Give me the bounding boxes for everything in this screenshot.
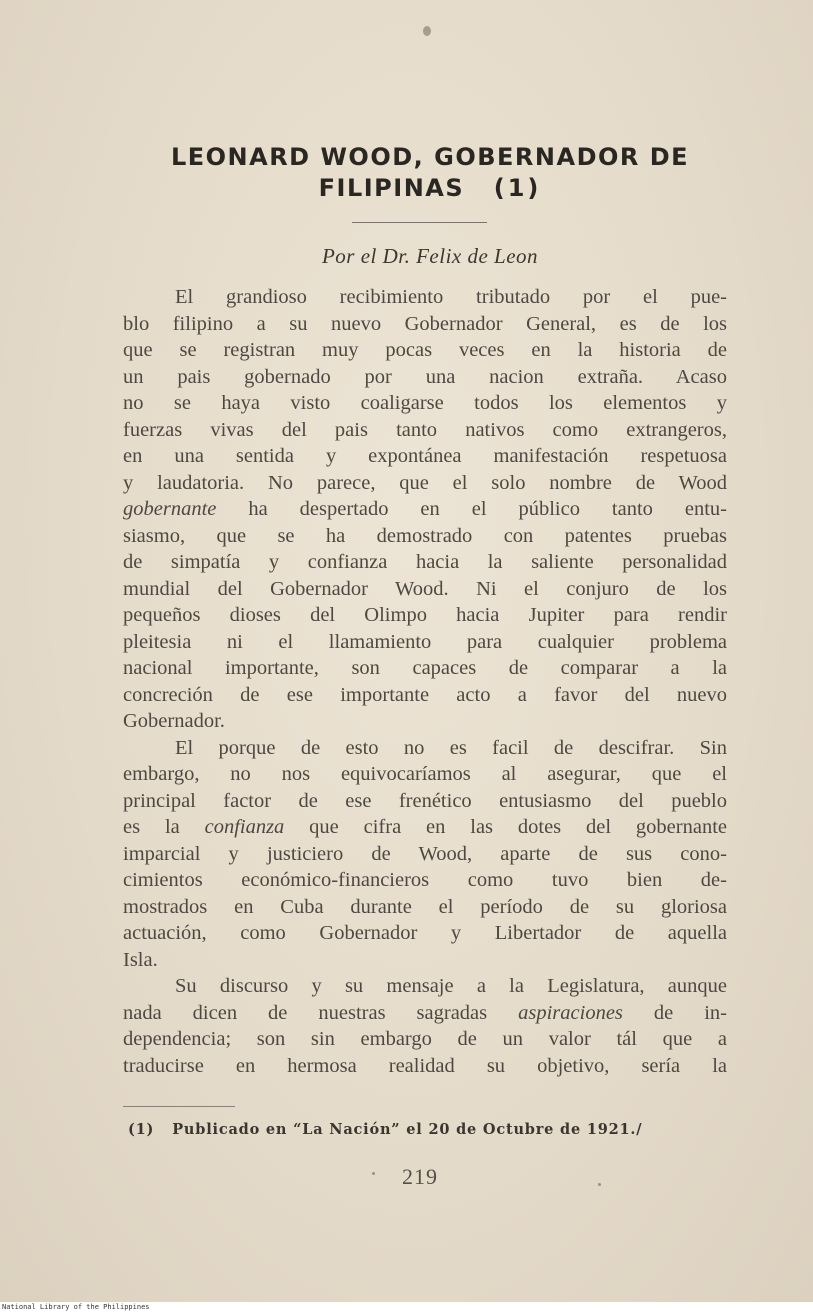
text-line: El grandioso recibimiento tributado por el pue- <box>175 286 727 308</box>
italic-word: confianza <box>204 816 285 838</box>
italic-word: aspiraciones <box>518 1001 623 1024</box>
text-line: en una sentida y expontánea manifestación respetuosa <box>123 445 727 467</box>
text-line: principal factor de ese frenético entusiasmo del pueblo <box>123 789 727 812</box>
text-line: imparcial y justiciero de Wood, aparte de sus cono- <box>123 842 727 865</box>
page-title <box>100 142 760 204</box>
text-line: dependencia; son sin embargo de un valor tál que a <box>123 1028 727 1050</box>
author-byline: Por el Dr. Felix de Leon <box>321 244 539 268</box>
text-line: Isla. <box>123 948 158 971</box>
paragraph-3 <box>123 973 727 1079</box>
footnote-text: Publicado en “La Nación” el 20 de Octubre de 1921./ <box>172 1121 643 1138</box>
ink-speck <box>423 26 431 36</box>
text-line: embargo, no nos equivocaríamos al asegurar, que el <box>123 763 727 785</box>
text-line: pleitesia ni el llamamiento para cualquier problema <box>123 630 727 653</box>
title-line-1: LEONARD WOOD, GOBERNADOR DE <box>170 143 690 171</box>
text-fragment: que cifra en las dotes del gobernante <box>284 816 727 838</box>
title-line-2-text: FILIPINAS <box>318 174 465 202</box>
page-number: 219 <box>402 1164 438 1189</box>
text-line: El porque de esto no es facil de descifrar. Sin <box>175 736 727 759</box>
text-fragment: es la <box>123 816 205 838</box>
text-line: de simpatía y confianza hacia la saliente personalidad <box>123 551 727 573</box>
text-line: actuación, como Gobernador y Libertador de aquella <box>123 922 727 944</box>
footnote-divider <box>123 1106 235 1107</box>
title-divider <box>352 222 487 223</box>
text-line: y laudatoria. No parece, que el solo nombre de Wood <box>123 471 727 494</box>
text-fragment: nada dicen de nuestras sagradas <box>123 1001 519 1024</box>
paragraph-1 <box>123 284 727 735</box>
text-line <box>123 1000 727 1027</box>
article-body <box>123 284 727 1079</box>
text-line: mostrados en Cuba durante el período de su gloriosa <box>123 895 727 918</box>
text-line: mundial del Gobernador Wood. Ni el conjuro de los <box>123 577 727 600</box>
text-line <box>123 496 727 523</box>
text-line: concreción de ese importante acto a favor del nuevo <box>123 683 727 706</box>
text-line: que se registran muy pocas veces en la historia de <box>123 339 727 361</box>
text-line: Su discurso y su mensaje a la Legislatura, aunque <box>175 975 727 997</box>
scan-credit: National Library of the Philippines <box>2 1303 150 1311</box>
text-line: fuerzas vivas del pais tanto nativos como extrangeros, <box>123 418 727 441</box>
title-line-2 <box>100 173 760 204</box>
paragraph-2 <box>123 735 727 974</box>
text-line: cimientos económico-financieros como tuvo bien de- <box>123 869 727 891</box>
text-line: pequeños dioses del Olimpo hacia Jupiter para rendir <box>123 604 727 626</box>
title-footnote-marker: (1) <box>493 174 542 202</box>
paper-speck <box>598 1183 601 1186</box>
text-line: Gobernador. <box>123 710 225 732</box>
text-line: un pais gobernado por una nacion extraña. Acaso <box>123 365 727 388</box>
paper-speck <box>372 1172 375 1175</box>
footnote-number: (1) <box>128 1121 155 1138</box>
footnote <box>128 1121 708 1138</box>
text-line: no se haya visto coaligarse todos los elementos y <box>123 392 727 414</box>
text-fragment: ha despertado en el público tanto entu- <box>216 498 727 520</box>
text-line: blo filipino a su nuevo Gobernador General, es de los <box>123 312 727 335</box>
text-fragment: de in- <box>622 1001 727 1024</box>
text-line: traducirse en hermosa realidad su objetivo, sería la <box>123 1054 727 1077</box>
text-line <box>123 814 727 841</box>
text-line: siasmo, que se ha demostrado con patentes pruebas <box>123 524 727 547</box>
italic-word: gobernante <box>123 498 217 520</box>
text-line: nacional importante, son capaces de comparar a la <box>123 657 727 679</box>
